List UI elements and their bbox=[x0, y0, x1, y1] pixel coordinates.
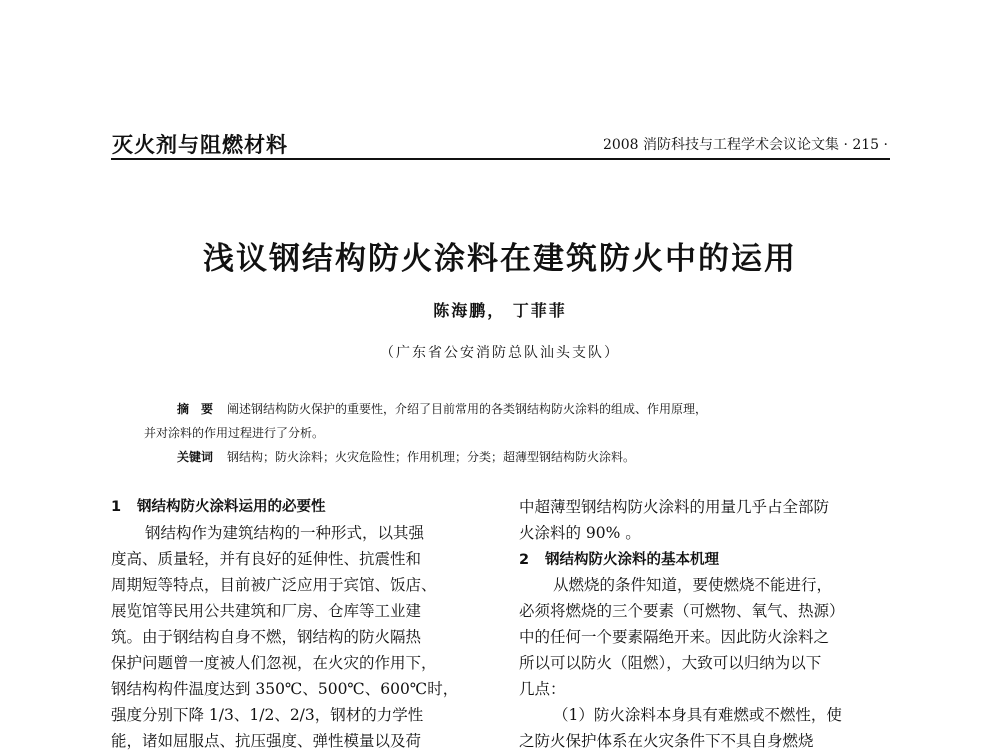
paper-authors: 陈海鹏， 丁菲菲 bbox=[433, 301, 567, 320]
header-rule bbox=[111, 158, 890, 160]
paper-affiliation: （广东省公安消防总队汕头支队） bbox=[380, 345, 620, 361]
paragraph-line: 筑。由于钢结构自身不燃，钢结构的防火隔热 bbox=[111, 628, 422, 646]
list-item-1: （1）防火涂料本身具有难燃或不燃性，使 bbox=[553, 706, 842, 724]
abstract-line-2: 并对涂料的作用过程进行了分析。 bbox=[144, 426, 325, 440]
section-2-number: 2 bbox=[519, 552, 530, 568]
abstract-label: 摘 要 bbox=[177, 402, 214, 416]
paragraph-line: 周期短等特点，目前被广泛应用于宾馆、饭店、 bbox=[111, 576, 437, 594]
section-2-title: 钢结构防火涂料的基本机理 bbox=[545, 552, 719, 568]
paragraph-line: 中超薄型钢结构防火涂料的用量几乎占全部防 bbox=[519, 498, 830, 516]
paragraph-line: 能，诸如屈服点、抗压强度、弹性模量以及荷 bbox=[111, 732, 422, 750]
paragraph-line: 必须将燃烧的三个要素（可燃物、氧气、热源） bbox=[519, 602, 845, 620]
paragraph-line: 度高、质量轻，并有良好的延伸性、抗震性和 bbox=[111, 550, 422, 568]
journal-section-label: 灭火剂与阻燃材料 bbox=[112, 133, 288, 157]
running-title: 2008 消防科技与工程学术会议论文集 · 215 · bbox=[602, 137, 888, 153]
paragraph-line: 钢结构作为建筑结构的一种形式，以其强 bbox=[145, 524, 425, 542]
section-1-title: 钢结构防火涂料运用的必要性 bbox=[137, 499, 326, 515]
paragraph-line: 中的任何一个要素隔绝开来。因此防火涂料之 bbox=[519, 628, 830, 646]
section-1-heading bbox=[111, 497, 326, 517]
paragraph-line: 几点： bbox=[519, 680, 566, 698]
keywords-line bbox=[177, 448, 635, 465]
section-2-heading bbox=[519, 550, 719, 570]
paragraph-line: 强度分别下降 1/3、1/2、2/3，钢材的力学性 bbox=[111, 706, 424, 724]
abstract-line-1 bbox=[177, 400, 707, 417]
paper-title: 浅议钢结构防火涂料在建筑防火中的运用 bbox=[203, 241, 797, 277]
paragraph-line: 展览馆等民用公共建筑和厂房、仓库等工业建 bbox=[111, 602, 422, 620]
abstract-text-1: 阐述钢结构防火保护的重要性，介绍了目前常用的各类钢结构防火涂料的组成、作用原理， bbox=[227, 402, 708, 416]
paragraph-line: 火涂料的 90% 。 bbox=[519, 524, 641, 542]
paragraph-line: 保护问题曾一度被人们忽视，在火灾的作用下， bbox=[111, 654, 437, 672]
paragraph-line: 所以可以防火（阻燃），大致可以归纳为以下 bbox=[519, 654, 822, 672]
paragraph-line: 从燃烧的条件知道，要使燃烧不能进行， bbox=[553, 576, 833, 594]
keywords-text: 钢结构；防火涂料；火灾危险性；作用机理；分类；超薄型钢结构防火涂料。 bbox=[227, 450, 636, 464]
section-1-number: 1 bbox=[111, 499, 122, 515]
paragraph-line: 钢结构构件温度达到 350℃、500℃、600℃时， bbox=[111, 680, 459, 698]
list-item-1-continued: 之防火保护体系在火灾条件下不具自身燃烧 bbox=[519, 732, 814, 750]
keywords-label: 关键词 bbox=[177, 450, 214, 464]
